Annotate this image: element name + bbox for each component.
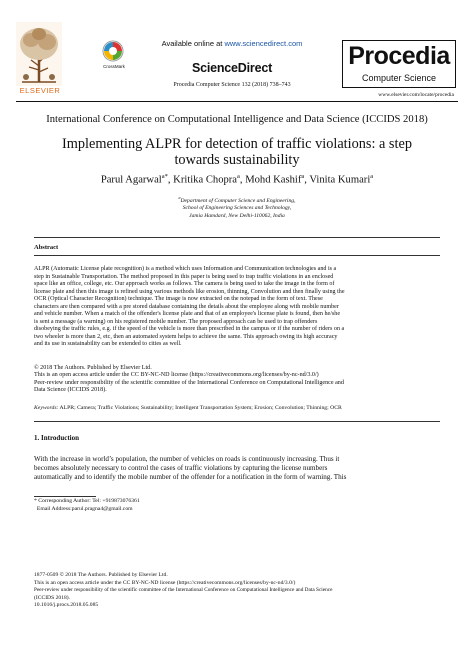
abstract-line: license plate and then this image is refined using various methods like erosion, thinning, Convolution and then finally using the	[34, 288, 345, 295]
copyright-line: This is an open access article under the CC BY-NC-ND license (https://creativecommons.org/licenses/by-nc-nd/3.0/)	[34, 372, 319, 379]
doi-line[interactable]: 10.1016/j.procs.2018.05.085	[34, 602, 99, 609]
availability-line	[132, 39, 332, 48]
abstract-top-rule	[34, 237, 440, 238]
intro-line: With the increase in world’s population, the number of vehicles on roads is continuously increasing. Thus it	[34, 455, 340, 463]
copyright-notice	[34, 365, 440, 395]
journal-citation: Procedia Computer Science 132 (2018) 738–743	[173, 82, 291, 88]
footnote-line: Email Address:parul.pragna4@gmail.com	[34, 505, 133, 512]
abstract-line: ALPR (Automatic License plate recognition) is a method which uses Information and Communication technologies and is a	[34, 266, 337, 272]
copyright-line: © 2018 The Authors. Published by Elsevier Ltd.	[34, 365, 152, 371]
keywords-text: ALPR; Camera; Traffic Violations; Sustainability; Intelligent Transportation System; Erosion; Convolution; Thinning; OCR	[58, 405, 342, 411]
available-prefix: Available online at	[161, 39, 223, 48]
footnote-divider	[34, 496, 96, 497]
title-line: Implementing ALPR for detection of traffic violations: a step	[62, 136, 412, 152]
affiliation-line: School of Engineering Sciences and Technology,	[182, 205, 292, 212]
keywords-label: Keywords:	[34, 405, 59, 411]
intro-line: becomes absolutely necessary to control the cases of traffic violations by capturing the license numbers	[34, 464, 328, 473]
affiliation-line: Jamia Hamdard, New Delhi-110062, India	[189, 213, 285, 220]
author-list: Parul Agarwal$^{a*}$, Kritika Chopra$^a$, Mohd Kashif$^a$, Vinita Kumari$^a$	[100, 173, 374, 186]
abstract-line: step in Sustainable Transportation. The method proposed in this paper is being used to trap traffic violations in an enclosed	[34, 273, 334, 280]
copyright-line: Peer-review under responsibility of the scientific committee of the International Conference on Computational Intelligence and	[34, 379, 344, 386]
procedia-url[interactable]: www.elsevier.com/locate/procedia	[378, 92, 454, 98]
abstract-text	[34, 266, 440, 349]
author-name: Mohd Kashif	[245, 174, 302, 186]
copyright-line: Data Science (ICCIDS 2018).	[34, 387, 107, 394]
affiliation-sup: a	[178, 195, 181, 200]
intro-line: automatically and to identify the mobile number of the offender for a notification in the form of warning. This	[34, 473, 347, 482]
abstract-line: characters are then compared with a pre stored database containing the details about the employee along with mobile number	[34, 303, 339, 310]
author-sup: a	[301, 173, 305, 180]
crossmark-label: CrossMark	[103, 64, 125, 69]
platform-name: ScienceDirect	[191, 61, 273, 75]
footnote-line: * Corresponding Author: Tel: +919873076361	[34, 498, 140, 504]
abstract-head-rule	[34, 255, 440, 256]
abstract-line: two wheeler is more than 2, etc, then an automated system helps to achieve the same. This approach owing its high accuracy	[34, 333, 338, 340]
issn-line: 1877-0509 © 2018 The Authors. Published by Elsevier Ltd.	[34, 572, 168, 578]
abstract-line: and vehicle number. When a match of the offender's license plate and that of an employee's license plate is found, then he/she	[34, 311, 341, 317]
crossmark-icon[interactable]	[102, 40, 124, 62]
author-sup: a	[237, 173, 240, 180]
author-sup: a	[370, 173, 374, 180]
publishing-info	[34, 572, 440, 610]
abstract-line: OCR (Optical Character Recognition) technique. The image is now extracted on the notepad in the form of text. These	[34, 296, 323, 302]
introduction-text	[34, 455, 440, 483]
abstract-line: is sent a message (a warning) on his registered mobile number. The proposed approach can be used to trap offenders	[34, 318, 318, 325]
sciencedirect-link[interactable]: www.sciencedirect.com	[224, 39, 303, 48]
abstract-line: space like an office, college, etc. Our approach works as follows. The camera is being used to take the image in the form of	[34, 281, 335, 287]
keywords	[34, 405, 440, 412]
author-name: Parul Agarwal	[100, 174, 162, 186]
paper-title	[24, 137, 450, 168]
conference-name: International Conference on Computational Intelligence and Data Science (ICCIDS 2018)	[46, 114, 428, 125]
elsevier-wordmark: ELSEVIER	[19, 86, 61, 95]
title-line: towards sustainability	[174, 151, 300, 168]
affiliation-line: Department of Computer Science and Engineering,	[180, 197, 296, 204]
author-sup: a*	[161, 173, 168, 180]
affiliation	[16, 194, 458, 221]
abstract-line: and its use in sustainability can be extended to cities as well.	[34, 341, 182, 347]
procedia-logo-box	[342, 40, 456, 88]
elsevier-tree-logo	[16, 22, 62, 86]
corresponding-author-footnote	[34, 498, 440, 513]
abstract-bottom-rule	[34, 421, 440, 422]
procedia-subtitle: Computer Science	[361, 73, 437, 83]
license-line: This is an open access article under the CC BY-NC-ND license (https://creativecommons.org/licenses/by-nc-nd/3.0/)	[34, 579, 296, 586]
peer-review-line: (ICCIDS 2018).	[34, 594, 71, 601]
header-divider	[16, 101, 458, 102]
author-name: Vinita Kumari	[309, 174, 371, 186]
abstract-heading: Abstract	[34, 244, 59, 251]
author-name: Kritika Chopra	[173, 174, 238, 186]
peer-review-line: Peer-review under responsibility of the scientific committee of the International Conference on Computational Intelligence and Data Science	[34, 587, 333, 594]
procedia-title: Procedia	[348, 42, 450, 70]
section-heading: 1. Introduction	[34, 434, 79, 442]
abstract-line: disobeying the traffic rules, e.g. if the speed of the vehicle is more than prescribed in the campus or if the number of riders on a	[34, 326, 345, 332]
